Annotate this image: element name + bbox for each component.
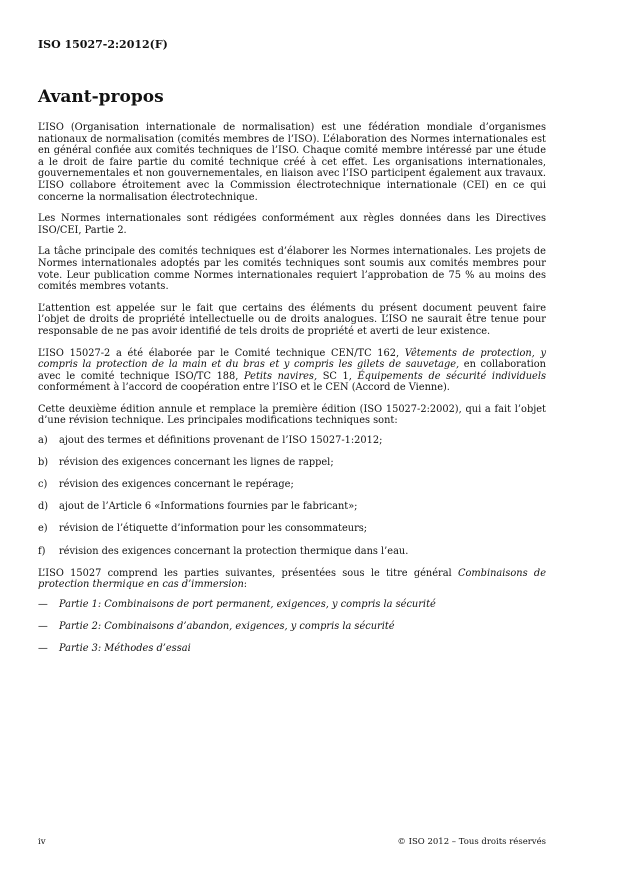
list-marker: c) <box>38 479 48 491</box>
list-item-text: révision des exigences concernant la protection thermique dans l’eau. <box>59 545 409 557</box>
page-title: Avant-propos <box>38 87 164 107</box>
preparation-text-3: SC 1, <box>317 370 358 382</box>
list-item <box>38 546 546 558</box>
paragraph-parts-intro <box>38 568 546 591</box>
part-title: Partie 3: Méthodes d’essai <box>59 643 191 654</box>
part-title: Partie 1: Combinaisons de port permanent, exigences, y compris la sécurité <box>59 598 436 610</box>
preparation-text-1: L’ISO 15027-2 a été élaborée par le Comité technique CEN/TC 162, <box>38 347 405 359</box>
parts-intro-colon: : <box>243 579 248 591</box>
page-footer <box>38 837 546 847</box>
parts-general-title: Combinaisons de protection thermique en cas d’immersion <box>38 567 546 591</box>
list-item <box>38 479 546 491</box>
paragraph-directives: Les Normes internationales sont rédigées conformément aux règles données dans les Directives ISO/CEI, Partie 2. <box>38 213 546 236</box>
list-marker: d) <box>38 501 49 513</box>
list-marker: f) <box>38 545 46 557</box>
list-item <box>38 599 546 611</box>
foreword-body <box>38 122 546 665</box>
list-item-text: révision de l’étiquette d’information pour les consommateurs; <box>59 523 368 535</box>
part-title: Partie 2: Combinaisons d’abandon, exigences, y compris la sécurité <box>59 620 395 632</box>
parts-list <box>38 599 546 655</box>
dash-marker: — <box>38 620 48 632</box>
dash-marker: — <box>38 598 48 610</box>
list-marker: e) <box>38 523 48 535</box>
list-item <box>38 523 546 535</box>
list-item <box>38 435 546 447</box>
copyright-notice: © ISO 2012 – Tous droits réservés <box>397 837 546 847</box>
list-item <box>38 621 546 633</box>
preparation-tc-title: Petits navires, <box>244 370 318 382</box>
paragraph-edition: Cette deuxième édition annule et remplace la première édition (ISO 15027-2:2002), qui a fait l’objet d’une révision technique. Les principales modifications techniques sont: <box>38 403 546 427</box>
document-identifier: ISO 15027-2:2012(F) <box>38 38 168 51</box>
list-item-text: révision des exigences concernant les lignes de rappel; <box>59 457 334 469</box>
list-item-text: ajout de l’Article 6 «Informations fournies par le fabricant»; <box>59 501 358 513</box>
list-item <box>38 501 546 513</box>
list-marker: b) <box>38 457 49 469</box>
page-number: iv <box>38 837 46 847</box>
list-marker: a) <box>38 435 48 447</box>
paragraph-main-task: La tâche principale des comités techniques est d’élaborer les Normes internationales. Les projets de Normes internationales adoptés par les comités techniques sont soumis aux comités membres pour vote. Leur publication comme Normes internationales requiert l’approbation de 75 % au moins des comités membres votants. <box>38 246 546 293</box>
paragraph-iso-intro: L’ISO (Organisation internationale de normalisation) est une fédération mondiale d’organismes nationaux de normalisation (comités membres de l’ISO). L’élaboration des Normes internationales est en général confiée aux comités techniques de l’ISO. Chaque comité membre intéressé par une étude a le droit de faire partie du comité technique créé à cet effet. Les organisations internationales, gouvernementales et non gouvernementales, en liaison avec l’ISO participent également aux travaux. L’ISO collabore étroitement avec la Commission électrotechnique internationale (CEI) en ce qui concerne la normalisation électrotechnique. <box>38 122 546 203</box>
paragraph-patent-rights: L’attention est appelée sur le fait que certains des éléments du présent document peuvent faire l’objet de droits de propriété intellectuelle ou de droits analogues. L’ISO ne saurait être tenue pour responsable de ne pas avoir identifié de tels droits de propriété et averti de leur existence. <box>38 302 546 337</box>
parts-intro-text: L’ISO 15027 comprend les parties suivantes, présentées sous le titre général <box>38 567 458 579</box>
paragraph-preparation <box>38 348 546 394</box>
list-item-text: ajout des termes et définitions provenant de l’ISO 15027-1:2012; <box>59 435 383 447</box>
list-item-text: révision des exigences concernant le repérage; <box>59 479 294 491</box>
preparation-text-2: en collaboration avec le comité technique ISO/TC 188, <box>38 359 546 382</box>
changes-list <box>38 435 546 557</box>
preparation-committee-title: Vêtements de protection, y compris la protection de la main et du bras et y compris les gilets de sauvetage, <box>38 347 547 371</box>
dash-marker: — <box>38 643 48 654</box>
list-item <box>38 643 546 655</box>
preparation-sc-title: Équipements de sécurité individuels <box>357 370 546 382</box>
list-item <box>38 457 546 469</box>
preparation-text-4: conformément à l’accord de coopération entre l’ISO et le CEN (Accord de Vienne). <box>38 382 450 394</box>
